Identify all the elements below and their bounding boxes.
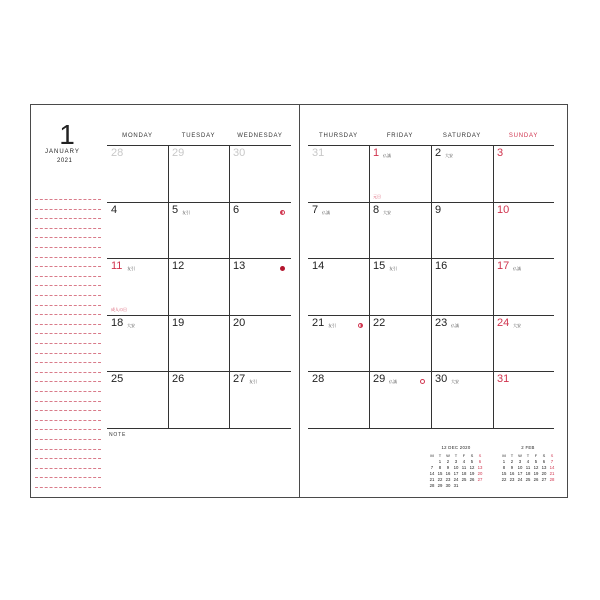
day-number: 17: [497, 260, 510, 272]
day-cell[interactable]: [431, 315, 493, 372]
mini-date: 8: [502, 465, 506, 470]
day-number: 21: [312, 316, 325, 329]
day-cell[interactable]: [369, 202, 431, 259]
mini-date: 1: [438, 459, 442, 464]
rokuyo-label: 仏滅: [383, 153, 391, 158]
grid-row-line: [107, 428, 291, 429]
day-cell[interactable]: [168, 145, 229, 202]
ruled-line: [35, 218, 101, 219]
day-cell[interactable]: [229, 315, 291, 372]
ruled-line: [35, 343, 101, 344]
day-number: 28: [312, 373, 325, 385]
day-cell[interactable]: [431, 371, 493, 428]
day-cell[interactable]: [493, 371, 554, 428]
ruled-line: [35, 487, 101, 488]
day-number: 4: [111, 203, 118, 216]
weekday-header-sunday: SUNDAY: [508, 133, 539, 139]
ruled-line: [35, 257, 101, 258]
planner-spread: [30, 104, 568, 498]
mini-weekday: S: [478, 453, 482, 458]
day-cell[interactable]: [168, 371, 229, 428]
mini-date: 27: [477, 477, 483, 482]
ruled-line: [35, 381, 101, 382]
weekday-header-saturday: SATURDAY: [442, 133, 482, 139]
day-number: 11: [111, 260, 123, 272]
mini-calendar-title: 12 DEC 2020: [441, 445, 471, 450]
mini-calendar-week: [428, 483, 484, 489]
mini-date: 12: [533, 465, 539, 470]
day-cell[interactable]: [308, 315, 369, 372]
day-number: 9: [435, 203, 442, 216]
mini-date: 1: [502, 459, 506, 464]
rokuyo-label: 友引: [127, 266, 135, 271]
ruled-line: [35, 477, 101, 478]
day-cell[interactable]: [369, 145, 431, 202]
mini-calendar-week: [500, 477, 556, 483]
mini-date: 4: [462, 459, 466, 464]
ruled-line: [35, 314, 101, 315]
mini-date: 14: [549, 465, 555, 470]
left-page: [31, 105, 300, 497]
weekday-header-friday: FRIDAY: [386, 133, 414, 139]
day-number: 6: [233, 203, 240, 216]
day-number: 20: [233, 316, 246, 329]
mini-weekday: S: [542, 453, 546, 458]
weekday-header-wednesday: WEDNESDAY: [237, 133, 283, 139]
day-number: 1: [373, 147, 380, 159]
mini-date: 25: [525, 477, 531, 482]
mini-weekday: T: [454, 453, 458, 458]
mini-date: 26: [533, 477, 539, 482]
month-name: JANUARY: [45, 149, 80, 155]
mini-date: 18: [461, 471, 467, 476]
day-cell[interactable]: [229, 145, 291, 202]
mini-weekday: M: [502, 453, 506, 458]
mini-date: 16: [445, 471, 451, 476]
ruled-line: [35, 401, 101, 402]
ruled-line: [35, 458, 101, 459]
mini-date: 10: [453, 465, 459, 470]
day-cell[interactable]: [493, 258, 554, 315]
day-cell[interactable]: [369, 371, 431, 428]
mini-weekday: T: [510, 453, 514, 458]
moon-phase-icon: [280, 210, 285, 215]
mini-date: 28: [549, 477, 555, 482]
mini-weekday: S: [550, 453, 554, 458]
mini-date: 16: [509, 471, 515, 476]
day-cell[interactable]: [308, 202, 369, 259]
day-number: 26: [172, 373, 185, 385]
mini-date: 27: [541, 477, 547, 482]
day-number: 30: [435, 373, 448, 385]
mini-date: 7: [430, 465, 434, 470]
rokuyo-label: 仏滅: [322, 209, 330, 215]
day-cell[interactable]: [431, 145, 493, 202]
mini-calendar-table: [428, 453, 484, 489]
mini-calendar-prev: [428, 445, 484, 489]
mini-date: 14: [429, 471, 435, 476]
mini-weekday: F: [462, 453, 466, 458]
day-number: 30: [233, 147, 246, 159]
day-cell[interactable]: [107, 145, 168, 202]
mini-date: 19: [469, 471, 475, 476]
ruled-line: [35, 449, 101, 450]
mini-date: 2: [446, 459, 450, 464]
month-number: 1: [59, 119, 75, 150]
mini-date: 17: [453, 471, 459, 476]
rokuyo-label: 大安: [513, 322, 521, 328]
day-cell[interactable]: [493, 315, 554, 372]
mini-date: 10: [517, 465, 523, 470]
day-cell[interactable]: [431, 202, 493, 259]
day-number: 31: [497, 373, 510, 385]
day-number: 14: [312, 260, 325, 272]
ruled-line: [35, 420, 101, 421]
ruled-line: [35, 429, 101, 430]
holiday-label: 成人の日: [111, 306, 127, 312]
ruled-line: [35, 353, 101, 354]
mini-weekday: T: [526, 453, 530, 458]
day-number: 16: [435, 260, 448, 272]
day-cell[interactable]: [168, 202, 229, 259]
mini-date: 2: [510, 459, 514, 464]
mini-weekday: F: [534, 453, 538, 458]
day-number: 10: [497, 203, 510, 216]
mini-date: 5: [534, 459, 538, 464]
rokuyo-label: 友引: [249, 379, 257, 384]
day-number: 29: [373, 373, 386, 385]
rokuyo-label: 友引: [389, 266, 397, 271]
mini-date: 22: [501, 477, 507, 482]
note-label: NOTE: [109, 432, 127, 438]
ruled-line: [35, 324, 101, 325]
mini-date: 5: [470, 459, 474, 464]
mini-date: 11: [461, 465, 467, 470]
day-cell[interactable]: [229, 202, 291, 259]
mini-date: 8: [438, 465, 442, 470]
day-number: 29: [172, 147, 185, 159]
day-number: 2: [435, 147, 442, 159]
mini-date: 30: [445, 483, 451, 488]
mini-date: 12: [469, 465, 475, 470]
day-number: 31: [312, 147, 325, 159]
mini-date: 17: [517, 471, 523, 476]
ruled-line: [35, 247, 101, 248]
moon-phase-icon: [280, 266, 285, 271]
moon-phase-icon: [420, 379, 425, 384]
ruled-line: [35, 333, 101, 334]
mini-weekday: W: [518, 453, 522, 458]
day-cell[interactable]: [369, 315, 431, 372]
day-cell[interactable]: [107, 315, 168, 372]
ruled-line: [35, 276, 101, 277]
rokuyo-label: 大安: [445, 153, 453, 158]
mini-date: 21: [429, 477, 435, 482]
mini-date: 28: [429, 483, 435, 488]
mini-calendar-next: [500, 445, 556, 483]
mini-date: 9: [510, 465, 514, 470]
mini-weekday: S: [470, 453, 474, 458]
weekday-header-thursday: THURSDAY: [319, 133, 358, 139]
mini-date: 21: [549, 471, 555, 476]
mini-date: 3: [518, 459, 522, 464]
day-cell[interactable]: [493, 145, 554, 202]
rokuyo-label: 友引: [328, 322, 336, 328]
mini-date: [476, 483, 484, 489]
mini-date: [468, 483, 476, 489]
rokuyo-label: 仏滅: [451, 322, 459, 328]
day-number: 27: [233, 373, 246, 385]
day-number: 5: [172, 203, 179, 216]
mini-date: 3: [454, 459, 458, 464]
mini-date: 23: [509, 477, 515, 482]
day-cell[interactable]: [493, 202, 554, 259]
day-number: 22: [373, 316, 386, 329]
ruled-line: [35, 391, 101, 392]
day-cell[interactable]: [107, 258, 168, 315]
day-cell[interactable]: [308, 371, 369, 428]
right-page: [300, 105, 569, 497]
day-cell[interactable]: [229, 371, 291, 428]
rokuyo-label: 大安: [451, 379, 459, 384]
mini-date: 31: [453, 483, 459, 488]
rokuyo-label: 大安: [383, 209, 391, 215]
mini-date: 11: [525, 465, 531, 470]
grid-row-line: [308, 428, 554, 429]
mini-date: 19: [533, 471, 539, 476]
day-cell[interactable]: [107, 202, 168, 259]
ruled-line: [35, 362, 101, 363]
day-number: 15: [373, 260, 386, 272]
day-number: 3: [497, 147, 504, 159]
ruled-line: [35, 285, 101, 286]
ruled-line: [35, 237, 101, 238]
day-number: 24: [497, 316, 510, 329]
weekday-header-tuesday: TUESDAY: [181, 133, 216, 139]
year-label: 2021: [57, 158, 73, 164]
mini-date: 25: [461, 477, 467, 482]
day-cell[interactable]: [168, 258, 229, 315]
day-number: 19: [172, 316, 185, 329]
ruled-line: [35, 410, 101, 411]
day-cell[interactable]: [107, 371, 168, 428]
rokuyo-label: 大安: [127, 322, 135, 328]
mini-calendar-title: 2 FEB: [521, 445, 535, 450]
mini-weekday: T: [438, 453, 442, 458]
mini-date: 13: [477, 465, 483, 470]
ruled-line: [35, 439, 101, 440]
day-cell[interactable]: [431, 258, 493, 315]
mini-date: 15: [501, 471, 507, 476]
mini-date: 24: [453, 477, 459, 482]
mini-date: 4: [526, 459, 530, 464]
ruled-line: [35, 209, 101, 210]
mini-date: 22: [437, 477, 443, 482]
day-number: 28: [111, 147, 124, 159]
mini-date: 20: [477, 471, 483, 476]
day-number: 7: [312, 203, 319, 216]
ruled-line: [35, 228, 101, 229]
day-number: 25: [111, 373, 124, 385]
mini-date: 6: [478, 459, 482, 464]
mini-date: 15: [437, 471, 443, 476]
mini-calendar-table: [500, 453, 556, 483]
mini-date: 20: [541, 471, 547, 476]
ruled-line: [35, 266, 101, 267]
day-number: 8: [373, 203, 380, 216]
mini-date: 9: [446, 465, 450, 470]
mini-date: 7: [550, 459, 554, 464]
day-number: 23: [435, 316, 448, 329]
mini-date: 18: [525, 471, 531, 476]
day-cell[interactable]: [308, 145, 369, 202]
holiday-label: 元日: [373, 193, 381, 199]
mini-date: 13: [541, 465, 547, 470]
mini-weekday: M: [430, 453, 434, 458]
rokuyo-label: 友引: [182, 209, 190, 215]
day-number: 12: [172, 260, 185, 272]
mini-date: 6: [542, 459, 546, 464]
mini-date: 23: [445, 477, 451, 482]
day-number: 13: [233, 260, 246, 272]
ruled-line: [35, 305, 101, 306]
mini-weekday: W: [446, 453, 450, 458]
ruled-line: [35, 295, 101, 296]
day-cell[interactable]: [308, 258, 369, 315]
rokuyo-label: 仏滅: [389, 379, 397, 384]
day-number: 18: [111, 316, 124, 329]
mini-date: 26: [469, 477, 475, 482]
moon-phase-icon: [358, 323, 363, 328]
weekday-header-monday: MONDAY: [122, 133, 153, 139]
mini-date: 24: [517, 477, 523, 482]
mini-date: 29: [437, 483, 443, 488]
ruled-line: [35, 372, 101, 373]
mini-date: [460, 483, 468, 489]
day-cell[interactable]: [369, 258, 431, 315]
day-cell[interactable]: [168, 315, 229, 372]
rokuyo-label: 仏滅: [513, 266, 521, 271]
day-cell[interactable]: [229, 258, 291, 315]
ruled-line: [35, 199, 101, 200]
ruled-line: [35, 468, 101, 469]
